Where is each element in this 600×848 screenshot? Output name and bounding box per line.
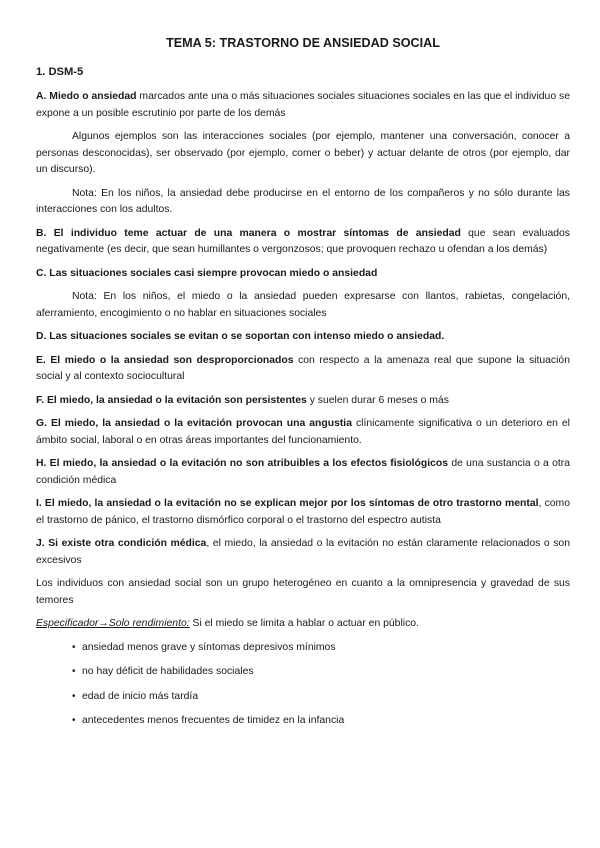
page-title: TEMA 5: TRASTORNO DE ANSIEDAD SOCIAL	[166, 36, 440, 50]
criterion-g-label: G. El miedo, la ansiedad o la evitación provocan una angustia	[36, 418, 352, 429]
criterion-f	[36, 393, 570, 410]
specifier-paragraph	[36, 616, 570, 633]
criterion-j-label: J. Si existe otra condición médica	[36, 538, 207, 549]
criterion-d	[36, 329, 570, 346]
criterion-i-text: , como el trastorno de pánico, el trastorno dismórfico corporal o el trastorno del espectro autista	[36, 498, 570, 526]
criterion-a-note: Nota: En los niños, la ansiedad debe producirse en el entorno de los compañeros y no sólo durante las interacciones con los adultos.	[36, 187, 570, 215]
list-item-text: ansiedad menos grave y síntomas depresivos mínimos	[82, 641, 336, 653]
criterion-c-label: C. Las situaciones sociales casi siempre provocan miedo o ansiedad	[36, 267, 378, 279]
criterion-b	[36, 226, 570, 259]
criterion-g	[36, 416, 570, 449]
list-item	[72, 664, 570, 681]
criterion-e	[36, 353, 570, 386]
list-item	[72, 689, 570, 706]
criterion-a-label: A. Miedo o ansiedad	[36, 91, 137, 102]
criterion-i	[36, 496, 570, 529]
list-item	[72, 640, 570, 657]
criterion-a	[36, 89, 570, 122]
criterion-a-examples: Algunos ejemplos son las interacciones sociales (por ejemplo, mantener una conversación, conocer a personas desconocidas), ser observado (por ejemplo, comer o beber) y actuar delante de otros (por ejemplo, dar un discurso).	[36, 131, 570, 175]
criterion-h-text: de una sustancia o a otra condición médica	[36, 458, 570, 486]
criterion-g-text: clínicamente significativa o un deterioro en el ámbito social, laboral o en otras áreas importantes del funcionamiento.	[36, 418, 570, 446]
criterion-b-text: que sean evaluados negativamente (es decir, que sean humillantes o vergonzosos; que provoquen rechazo u ofendan a los demás)	[36, 227, 570, 255]
list-item-text: no hay déficit de habilidades sociales	[82, 666, 254, 677]
bullet-icon: •	[72, 641, 76, 653]
specifier-list	[36, 640, 570, 730]
criterion-a-text: marcados ante una o más situaciones sociales situaciones sociales en las que el individuo se expone a un posible escrutinio por parte de los demás	[36, 91, 570, 119]
criterion-h-label: H. El miedo, la ansiedad o la evitación no son atribuibles a los efectos fisiológicos	[36, 458, 449, 469]
list-item-text: antecedentes menos frecuentes de timidez en la infancia	[82, 715, 345, 726]
section-heading: 1. DSM-5	[36, 66, 84, 78]
criterion-f-text: y suelen durar 6 meses o más	[306, 394, 449, 406]
list-item-text: edad de inicio más tardía	[82, 690, 199, 702]
bullet-icon: •	[72, 666, 76, 677]
criterion-e-text: con respecto a la amenaza real que supone la situación social y al contexto sociocultural	[36, 354, 570, 382]
list-item	[72, 713, 570, 730]
criterion-d-label: D. Las situaciones sociales se evitan o se soportan con intenso miedo o ansiedad.	[36, 331, 445, 342]
criterion-c-note: Nota: En los niños, el miedo o la ansiedad pueden expresarse con llantos, rabietas, congelación, aferramiento, encogimiento o no hablar en situaciones sociales	[36, 291, 570, 319]
criterion-e-label: E. El miedo o la ansiedad son desproporcionados	[36, 354, 294, 366]
criterion-j	[36, 536, 570, 569]
criterion-j-text: , el miedo, la ansiedad o la evitación no están claramente relacionados o son excesivos	[36, 538, 570, 566]
summary-paragraph: Los individuos con ansiedad social son un grupo heterogéneo en cuanto a la omnipresencia y gravedad de sus temores	[36, 578, 570, 606]
criterion-i-label: I. El miedo, la ansiedad o la evitación no se explican mejor por los síntomas de otro trastorno mental	[36, 498, 539, 509]
bullet-icon: •	[72, 715, 76, 726]
specifier-label: Especificador→Solo rendimiento:	[36, 618, 190, 629]
criterion-c	[36, 266, 570, 283]
criterion-f-label: F. El miedo, la ansiedad o la evitación son persistentes	[36, 394, 307, 406]
criterion-b-label: B. El individuo teme actuar de una manera o mostrar síntomas de ansiedad	[36, 227, 461, 239]
bullet-icon: •	[72, 690, 76, 702]
criterion-h	[36, 456, 570, 489]
specifier-text: Si el miedo se limita a hablar o actuar en público.	[189, 618, 419, 629]
